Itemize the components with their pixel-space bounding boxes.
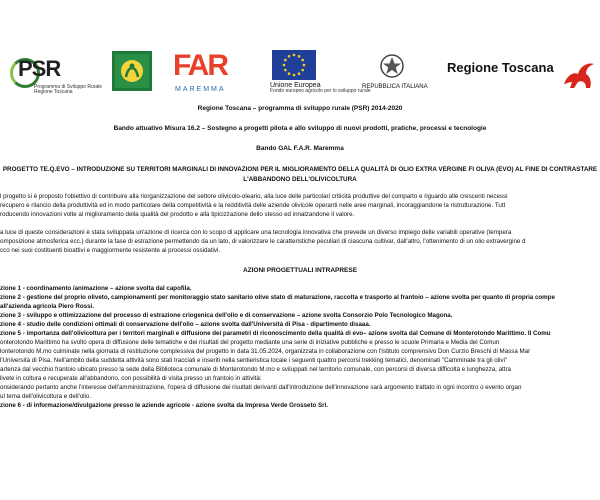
action-line: l'Università di Pisa. Nell'ambito della suddetta attività sono stati tracciati e inseriti nella sentieristica locale i seguenti quattro percorsi trekking tematici, denominati "Camminate tra gli olivi" — [0, 357, 508, 364]
action-line: artenza dal vecchio frantoio ubicato presso la sede della Biblioteca comunale di Monterotondo M.mo e sviluppati nel territorio comunale, con percorsi di diversa difficoltà e lunghezza, attra — [0, 366, 511, 373]
action-line: ul tema dell'olivicoltura e dell'olio. — [0, 393, 92, 400]
project-title: PROGETTO TE.Q.EVO – INTRODUZIONE SU TERRITORI MARGINALI DI INNOVAZIONI PER IL MIGLIORAMENTO DELLA QUALITÀ DI OLIO EXTRA VERGINE FI OLIVA (EVO) AL FINE DI CONTRASTARE — [2, 166, 598, 173]
eu-subcaption: Fondo europeo agricolo per lo sviluppo rurale — [270, 88, 371, 94]
psr-subtitle: Programma di Sviluppo Rurale — [34, 84, 103, 90]
far-subtitle: MAREMMA — [175, 86, 226, 93]
intro-line: roducendo innovazioni volte al miglioramento della qualità del prodotto e alla tipicizzazione dello stesso ed innalzandone il valore. — [0, 211, 355, 218]
action-line: zione 5 - importanza dell'olivicoltura per i territori marginali e diffusione dei parametri di riconoscimento della qualità di evo– azione svolta dal Comune di Monterotondo Marittimo. Il Comu — [0, 330, 551, 337]
repubblica-logo — [362, 52, 428, 96]
second-paragraph-line: omposizione atmosferica ecc.) durante la fase di estrazione permettendo da un lato, di valorizzare le caratteristiche peculiari di ciascuna cultivar, dall'altro, l'ottenimento di un olio extravergine d — [0, 238, 526, 245]
heading-gal: Bando GAL F.A.R. Maremma — [256, 145, 344, 152]
regione-toscana-label: Regione Toscana — [447, 60, 554, 75]
leader-emblem-icon — [112, 51, 152, 91]
action-line: all'azienda agricola Piero Rossi. — [0, 303, 94, 310]
far-mark: FAR — [173, 49, 227, 82]
psr-subtitle-2: Regione Toscana — [34, 89, 73, 95]
action-line: lonterotondo M.mo culminate nella giornata di restituzione complessiva del progetto in data 31.05.2024, organizzata in collaborazione con l'Istituto comprensivo Don Curzio Breschi di Massa Mar — [0, 348, 531, 355]
intro-line: l progetto si è proposto l'obiettivo di contribuire alla riorganizzazione del settore olivicolo-oleario, alla luce delle particolari criticità produttive del comparto e riguardo alle crescenti necessi — [0, 193, 508, 200]
heading-bando: Bando attuativo Misura 16.2 – Sostegno a progetti pilota e allo sviluppo di nuovi prodotti, pratiche, processi e tecnologie — [113, 125, 487, 132]
action-line: livete in coltura e recuperate all'abbandono, con possibilità di visita presso un frantoio in attività: — [0, 375, 262, 382]
action-line: zione 2 - gestione del proprio oliveto, campionamenti per monitoraggio stato sanitario olive stato di maturazione, raccolta e trasporto al frantoio – azione svolta per quanto di propria compe — [0, 294, 555, 301]
intro-line: recupero e rilancio della produttività ed in modo particolare della competitività e la redditività delle aziende olivicole operanti nelle aree marginali, incoraggiandone la ristrutturazione. Tutt — [0, 202, 506, 209]
far-maremma-logo — [173, 49, 229, 95]
action-line: onsiderando pertanto anche l'interesse dell'amministrazione, l'opera di diffusione dei risultati derivanti dall'introduzione dell'innovazione sarà argomento trattato in ogni incontro o evento organ — [0, 384, 522, 391]
action-line: zione 3 - sviluppo e ottimizzazione del processo di estrazione criogenica dell'olio e di conservazione – azione svolta Consorzio Polo Tecnologico Magona. — [0, 312, 453, 319]
psr-mark: PSR — [18, 56, 61, 81]
heading-psr: Regione Toscana – programma di sviluppo rurale (PSR) 2014-2020 — [197, 105, 403, 112]
action-line: onterotondo Marittimo ha svolto opera di diffusione delle tematiche e dei risultati del progetto mediante una serie di iniziative pubbliche e presso le scuole Primaria e Media del Comun — [0, 339, 500, 346]
repubblica-caption: REPUBBLICA ITALIANA — [362, 84, 428, 90]
eu-flag-icon — [272, 50, 316, 80]
pegasus-icon — [558, 54, 598, 94]
leader-logo — [112, 51, 152, 91]
eu-caption: Unione Europea — [270, 82, 321, 89]
eu-logo — [270, 50, 371, 94]
logo-banner — [0, 0, 600, 100]
action-line: zione 1 - coordinamento /animazione – azione svolta dal capofila. — [0, 285, 192, 292]
italian-emblem-icon — [378, 52, 406, 80]
action-line: zione 4 - studio delle condizioni ottimali di conservazione dell'olio – azione svolta dall'Università di Pisa - dipartimento disaaa. — [0, 321, 371, 328]
project-title-2: L'ABBANDONO DELL'OLIVICOLTURA — [243, 176, 357, 183]
second-paragraph-line: a luce di queste considerazioni è stata sviluppata un'azione di ricerca con lo scopo di applicare una tecnologia innovativa che prevede un diverso impiego delle variabili operative (tempera — [0, 229, 512, 236]
action-line: zione 6 - di informazione/divulgazione presso le aziende agricole - azione svolta da Impresa Verde Grosseto Srl. — [0, 402, 329, 409]
second-paragraph-line: cco nei suoi costituenti bioattivi e maggiormente resistente ai processi ossidativi. — [0, 247, 221, 254]
psr-logo — [4, 50, 103, 95]
actions-title: AZIONI PROGETTUALI INTRAPRESE — [242, 267, 358, 274]
